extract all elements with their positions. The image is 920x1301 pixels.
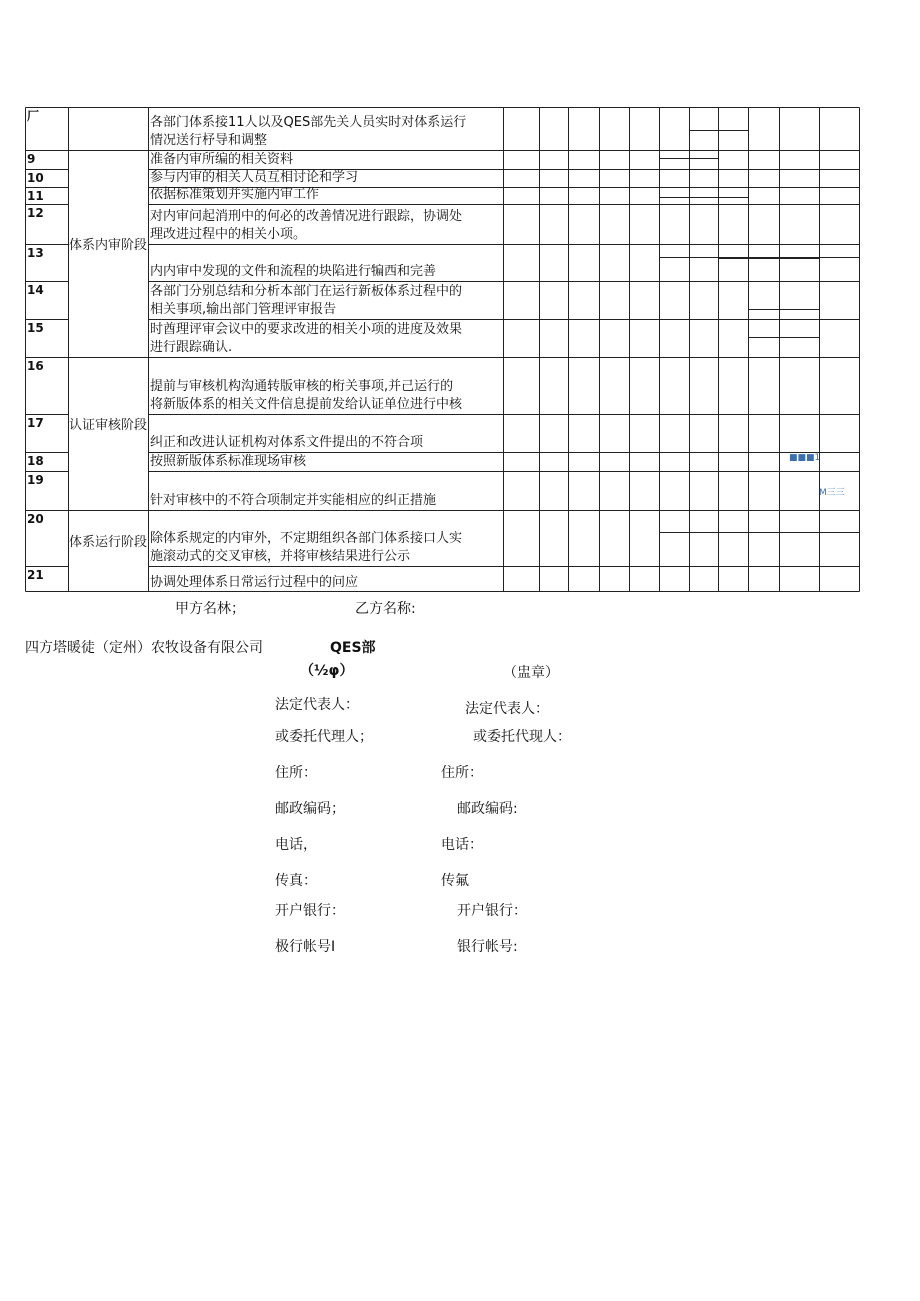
row-content: 对内审问起消刑中的何必的改善情况进行跟踪，协调处 xyxy=(150,209,463,224)
row-number: 11 xyxy=(27,189,44,203)
row-number: 厂 xyxy=(27,109,40,123)
row-number: 13 xyxy=(27,246,44,260)
row-number: 9 xyxy=(27,152,36,166)
row-number: 16 xyxy=(27,359,44,373)
party-a-account: 极行帐号I xyxy=(275,939,336,955)
schedule-table xyxy=(25,107,860,592)
party-b-agent: 或委托代现人： xyxy=(473,729,571,745)
row-number: 17 xyxy=(27,416,44,430)
row-number: 15 xyxy=(27,321,44,335)
annotation-mark: M三三 xyxy=(819,488,845,498)
row-content: 进行跟踪确认. xyxy=(150,340,233,355)
party-a-agent: 或委托代理人； xyxy=(275,729,373,745)
party-b-phone: 电话： xyxy=(441,837,483,853)
party-a-company: 四方塔暖徒（定州）农牧设备有限公司 xyxy=(25,640,263,656)
party-b-legal-rep: 法定代表人： xyxy=(465,701,549,717)
row-content: 情况送行杼导和调整 xyxy=(150,133,268,148)
row-content: 各部门分别总结和分析本部门在运行新板体系过程中的 xyxy=(150,284,463,299)
row-number: 14 xyxy=(27,283,44,297)
row-content: 按照新版体系标准现场审核 xyxy=(150,454,307,469)
party-a-address: 住所： xyxy=(275,765,317,781)
row-content: 纠正和改进认证机构对体系文件提出的不符合项 xyxy=(150,435,424,450)
row-content: 时酋理评审会议中的要求改进的相关小项的进度及效果 xyxy=(150,322,463,337)
party-b-account: 银行帐号: xyxy=(457,939,518,955)
row-content: 各部门体系接11人以及QES部先关人员实时对体系运行 xyxy=(150,115,467,130)
row-content: 施滚动式的交叉审核，并将审核结果进行公示 xyxy=(150,549,411,564)
row-number: 12 xyxy=(27,206,44,220)
party-a-fax: 传真： xyxy=(275,873,317,889)
row-content: 内内审中发现的文件和流程的块陷进行犏西和完善 xyxy=(150,264,437,279)
row-number: 19 xyxy=(27,473,44,487)
party-b-seal: （盅章） xyxy=(503,665,559,681)
row-number: 18 xyxy=(27,454,44,468)
annotation-mark: ■■■1 xyxy=(789,453,821,463)
phase-label: 体系运行阶段 xyxy=(69,535,148,550)
row-number: 20 xyxy=(27,512,44,526)
party-a-postcode: 邮政编码； xyxy=(275,801,345,817)
row-number: 21 xyxy=(27,568,44,582)
party-b-address: 住所： xyxy=(441,765,483,781)
row-content: 理改进过程中的相关小项。 xyxy=(150,227,307,242)
row-content: 除体系规定的内审外，不定期组织各部门体系接口人实 xyxy=(150,531,463,546)
party-a-phone: 电话， xyxy=(275,837,317,853)
row-content: 提前与审核机构沟通转版审核的桁关事项,并己运行的 xyxy=(150,379,454,394)
party-a-bank: 开户银行： xyxy=(275,903,345,919)
phase-label: 认证审核阶段 xyxy=(69,418,148,433)
row-number: 10 xyxy=(27,171,44,185)
row-content: 针对审核中的不符合项制定并实能相应的纠正措施 xyxy=(150,493,437,508)
row-content: 准备内审所编的相关资料 xyxy=(150,152,294,167)
row-content: 协调处理体系日常运行过程中的问应 xyxy=(150,575,359,590)
party-b-name-label: 乙方名称: xyxy=(355,601,416,617)
row-content: 将新版体系的相关文件信息提前发给认证单位进行中核 xyxy=(150,397,463,412)
row-content: 参与内审的相关人员互相讨论和学习 xyxy=(150,170,359,185)
phase-label: 体系内审阶段 xyxy=(69,238,148,253)
party-b-bank: 开户银行： xyxy=(457,903,527,919)
row-content: 依据标准策划并实施内审工作 xyxy=(150,187,320,202)
row-content: 相关事项,输出部门管理评审报告 xyxy=(150,302,337,317)
party-b-postcode: 邮政编码: xyxy=(457,801,518,817)
party-b-company: QES部 xyxy=(330,640,376,656)
party-a-legal-rep: 法定代表人： xyxy=(275,697,359,713)
party-a-name-label: 甲方名林； xyxy=(175,601,245,617)
party-a-seal: （½φ） xyxy=(300,663,354,679)
party-b-fax: 传氟 xyxy=(441,873,469,889)
